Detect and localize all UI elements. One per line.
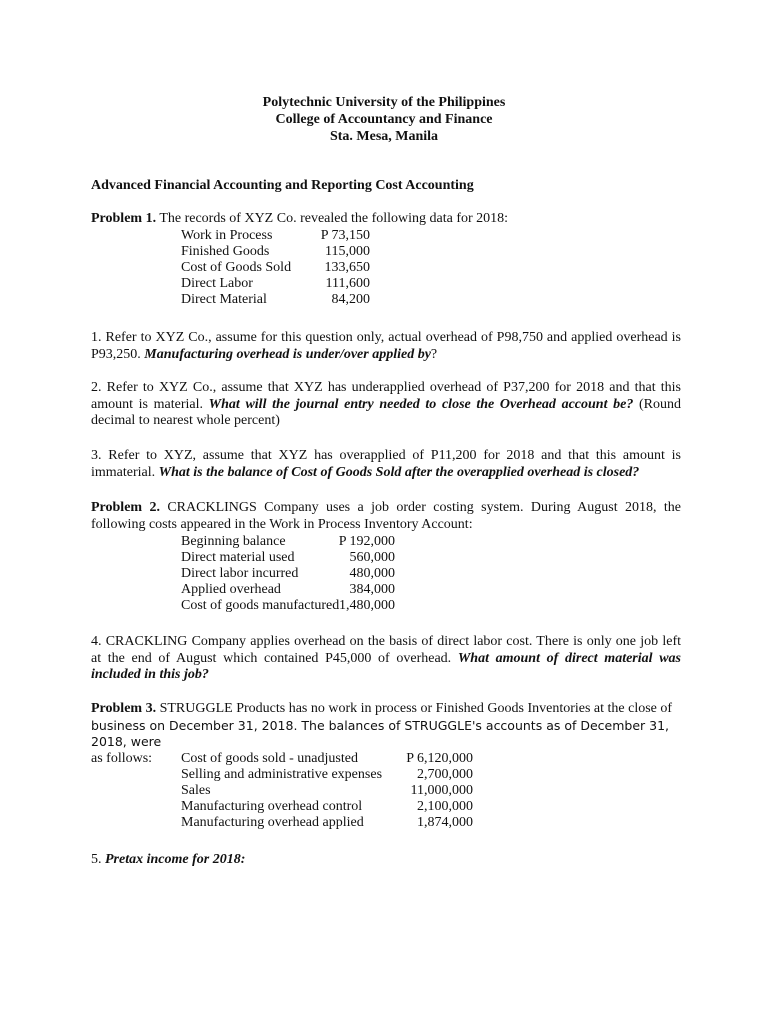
college-name: College of Accountancy and Finance [275,112,493,127]
document-title: Advanced Financial Accounting and Reporting Cost Accounting [91,178,474,193]
question-2: 2. Refer to XYZ Co., assume that XYZ has underapplied overhead of P37,200 for 2018 and that this amount is material. What will the journal entry needed to close the Overhead account be? (Round decimal to nearest whole percent) [91,380,682,428]
problem-1-label: Problem 1. [91,211,157,226]
problem-2-label: Problem 2. [91,500,160,515]
document-page: Polytechnic University of the Philippines College of Accountancy and Finance Sta. Mesa, Manila Advanced Financial Accounting and Reporting Cost Accounting Problem 1. The records of XYZ Co. revealed the following data for 2018: Work in Process P 73,150 Finished Goods 115,000 Cost of Goods Sold 133,650 Direct Labor 111,600 Direct Material 84,200 1. Refer to XYZ Co., assume for this question only, actual overhead of P98,750 and applied overhead is P93,250. Manufacturing overhead is under/over applied by? 2. Refer to XYZ Co., assume that XYZ has underapplied overhead of P37,200 for 2018 and that this amount is material. What will the journal entry needed to close the Overhead account be? (Round decimal to nearest whole percent) 3. Refer to XYZ, assume that XYZ has overapplied of P11,200 for 2018 and that this amount is immaterial. What is the balance of Cost of Goods Sold after the overapplied overhead is closed? Problem 2. CRACKLINGS Company uses a job order costing system. During August 2018, the following costs appeared in the Work in Process Inventory Account: Beginning balance P 192,000 Direct material used 560,000 Direct labor incurred 480,000 Applied overhead 384,000 Cost of goods manufactured 1,480,000 4. CRACKLING Company applies overhead on the basis of direct labor cost. There is only one job left at the end of August which contained P45,000 of overhead. What amount of direct material was included in this job? Problem 3. STRUGGLE Products has no work in process or Finished Goods Inventories at the close of business on December 31, 2018. The balances of STRUGGLE's accounts as of December 31, 2018, were as follows: Cost of goods sold - unadjusted P 6,120,000 Selling and administrative expenses 2,700,000 Sales 11,000,000 Manufacturing overhead control 2,100,000 Manufacturing overhead applied 1,874,000 5. Pretax income for 2018: [0,0,768,1024]
problem-3-text-sans: business on December 31, 2018. The balances of STRUGGLE's accounts as of December 31, 2018, were [91,717,670,749]
question-3: 3. Refer to XYZ, assume that XYZ has overapplied of P11,200 for 2018 and that this amount is immaterial. What is the balance of Cost of Goods Sold after the overapplied overhead is closed? [91,448,681,480]
problem-1-intro [91,211,681,228]
document-header [0,94,768,145]
problem-3-text-end: as follows: [91,750,153,766]
location: Sta. Mesa, Manila [329,129,439,144]
question-4: 4. CRACKLING Company applies overhead on the basis of direct labor cost. There is only one job left at the end of August which contained P45,000 of overhead. What amount of direct material was included in this job? [91,634,681,682]
question-1: 1. Refer to XYZ Co., assume for this question only, actual overhead of P98,750 and applied overhead is P93,250. Manufacturing overhead is under/over applied by? [91,330,681,362]
problem-3-text: STRUGGLE Products has no work in process or Finished Goods Inventories at the close of [156,701,673,716]
problem-2-text: CRACKLINGS Company uses a job order costing system. During August 2018, the following costs appeared in the Work in Process Inventory Account: [91,500,681,532]
problem-1-text: The records of XYZ Co. revealed the following data for 2018: [156,211,509,226]
question-5: 5. Pretax income for 2018: [91,852,246,867]
university-name: Polytechnic University of the Philippines [262,95,506,110]
problem-3-label: Problem 3. [91,701,157,716]
problem-2-intro [91,500,681,533]
